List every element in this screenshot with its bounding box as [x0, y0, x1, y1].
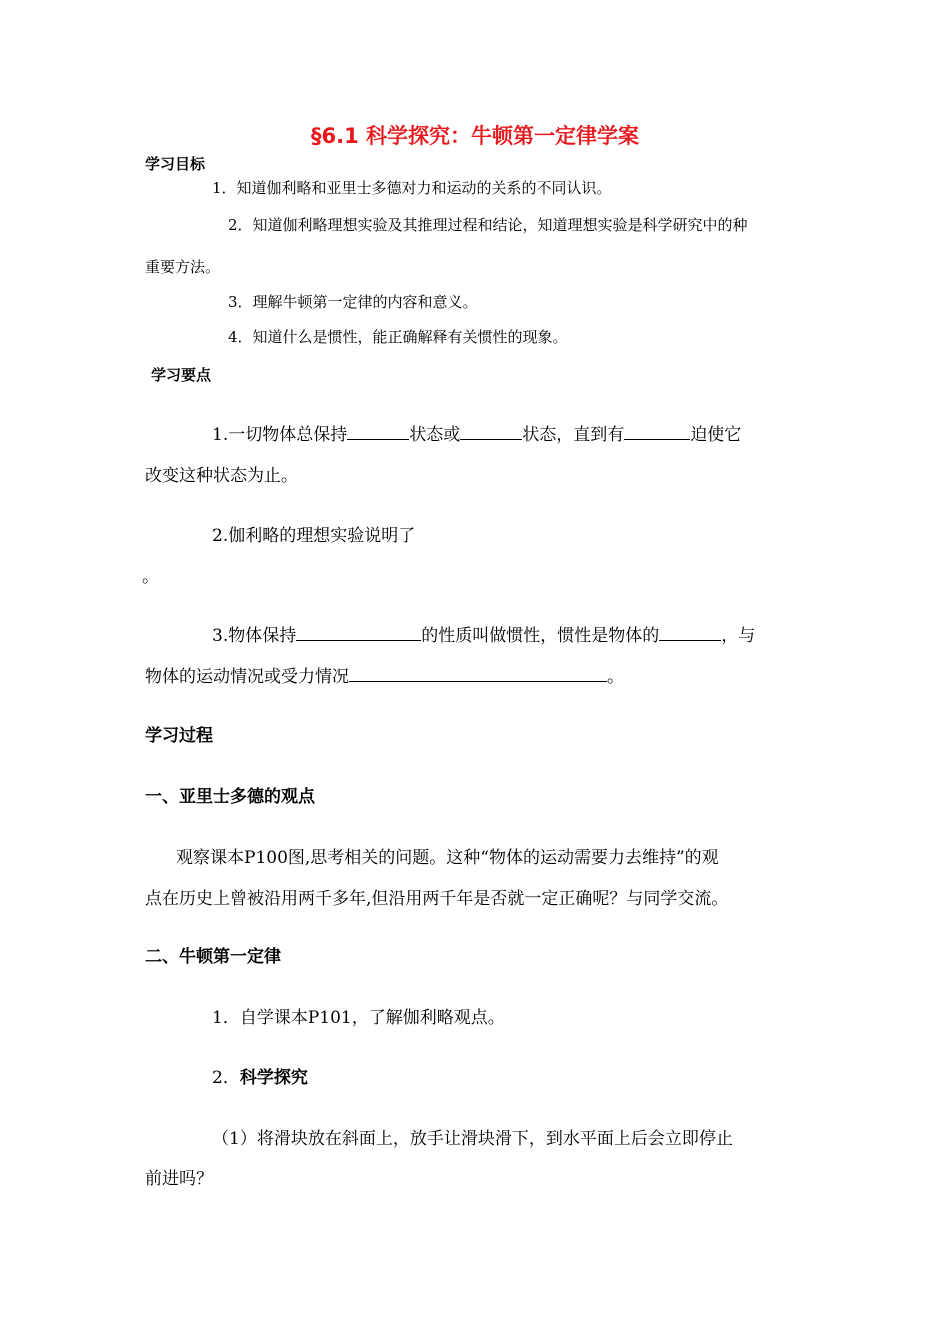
objective-item-1: 1．知道伽利略和亚里士多德对力和运动的关系的不同认识。	[212, 179, 612, 197]
question-1-line-1: （1）将滑块放在斜面上，放手让滑块滑下，到水平面上后会立即停止	[212, 1129, 733, 1149]
fill-blank[interactable]	[659, 626, 721, 641]
key-points-heading: 学习要点	[151, 366, 212, 384]
section-2-item-2	[212, 1063, 308, 1088]
key-point-1-cont: 改变这种状态为止。	[145, 466, 298, 486]
fill-blank[interactable]	[624, 425, 690, 440]
key-point-1-text-b: 状态或	[409, 425, 461, 445]
key-point-2: 2.伽利略的理想实验说明了	[212, 526, 416, 546]
key-point-1	[212, 420, 741, 445]
document-title: §6.1 科学探究：牛顿第一定律学案	[310, 124, 639, 148]
objective-item-2-cont: 重要方法。	[145, 258, 221, 276]
objective-item-4: 4．知道什么是惯性，能正确解释有关惯性的现象。	[228, 328, 568, 346]
objectives-heading: 学习目标	[145, 155, 206, 173]
key-point-3	[212, 621, 755, 646]
objective-item-2: 2．知道伽利略理想实验及其推理过程和结论，知道理想实验是科学研究中的种	[228, 216, 748, 234]
fill-blank[interactable]	[347, 425, 409, 440]
key-point-3-text-e: 。	[607, 667, 624, 687]
section-1-paragraph-line-2: 点在历史上曾被沿用两千多年,但沿用两千年是否就一定正确呢？与同学交流。	[145, 889, 729, 909]
key-point-3-text-c: ，与	[721, 626, 756, 646]
key-point-3-cont	[145, 662, 624, 687]
question-1-line-2: 前进吗？	[145, 1169, 213, 1189]
key-point-3-text-d: 物体的运动情况或受力情况	[145, 667, 349, 687]
section-1-heading: 一、亚里士多德的观点	[145, 787, 315, 807]
key-point-1-text-d: 迫使它	[690, 425, 742, 445]
section-2-item-2-number: 2．	[212, 1068, 240, 1088]
key-point-3-text-a: 3.物体保持	[212, 626, 297, 646]
section-2-item-1: 1．自学课本P101，了解伽利略观点。	[212, 1008, 505, 1028]
key-point-2-cont: 。	[142, 567, 159, 587]
section-1-paragraph-line-1: 观察课本P100图,思考相关的问题。这种“物体的运动需要力去维持”的观	[176, 848, 719, 868]
key-point-1-text-a: 1.一切物体总保持	[212, 425, 348, 445]
objective-item-3: 3．理解牛顿第一定律的内容和意义。	[228, 293, 478, 311]
key-point-3-text-b: 的性质叫做惯性，惯性是物体的	[421, 626, 660, 646]
key-point-1-text-c: 状态，直到有	[522, 425, 625, 445]
section-2-item-2-label: 科学探究	[239, 1068, 308, 1088]
fill-blank[interactable]	[296, 626, 421, 641]
fill-blank[interactable]	[460, 425, 522, 440]
section-2-heading: 二、牛顿第一定律	[145, 947, 281, 967]
process-heading: 学习过程	[145, 726, 213, 746]
fill-blank[interactable]	[349, 667, 607, 682]
